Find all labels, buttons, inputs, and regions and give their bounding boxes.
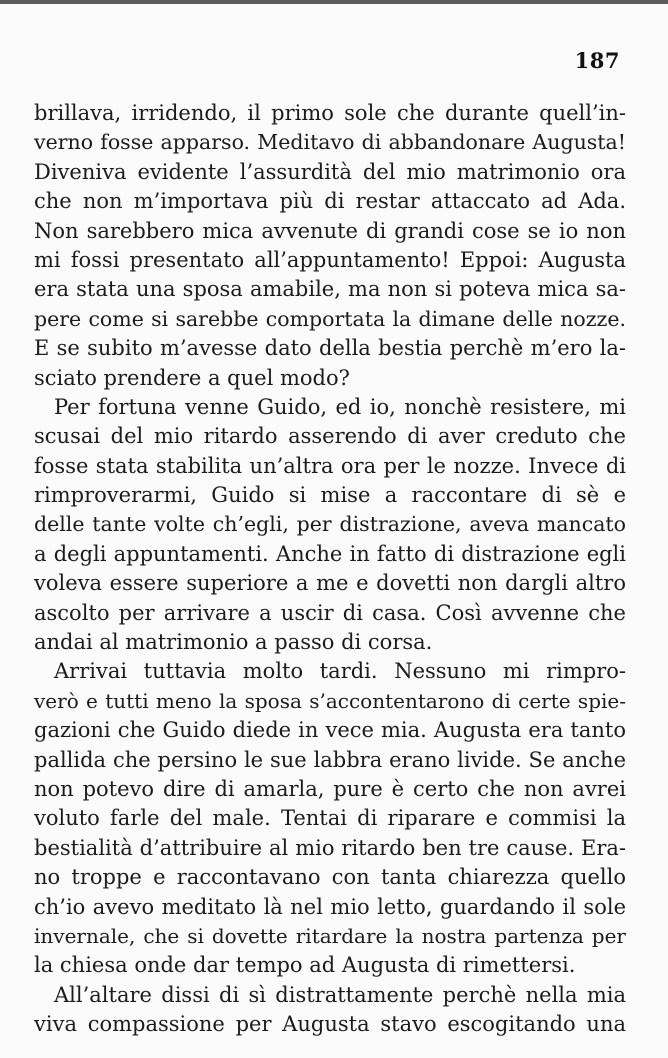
text-line: voluto farle del male. Tentai di riparare e commisi la xyxy=(34,806,626,831)
text-line: verò e tutti meno la sposa s’accontentarono di certe spie- xyxy=(34,688,626,713)
text-line: delle tante volte ch’egli, per distrazione, aveva mancato xyxy=(34,512,626,537)
text-line: Non sarebbero mica avvenute di grandi cose se io non xyxy=(34,218,626,243)
text-line: Per fortuna venne Guido, ed io, nonchè resistere, mi xyxy=(54,394,626,419)
text-line: mi fossi presentato all’appuntamento! Eppoi: Augusta xyxy=(34,247,626,272)
text-line: che non m’importava più di restar attaccato ad Ada. xyxy=(34,189,626,214)
text-line: viva compassione per Augusta stavo escogitando una xyxy=(34,1012,626,1037)
text-line: voleva essere superiore a me e dovetti non dargli altro xyxy=(34,571,626,596)
text-line: sciato prendere a quel modo? xyxy=(34,365,350,390)
text-line: verno fosse apparso. Meditavo di abbandonare Augusta! xyxy=(34,130,626,155)
text-line: fosse stata stabilita un’altra ora per le nozze. Invece di xyxy=(34,453,626,478)
text-line: a degli appuntamenti. Anche in fatto di distrazione egli xyxy=(34,541,626,566)
text-line: invernale, che si dovette ritardare la nostra partenza per xyxy=(34,923,626,948)
text-line: no troppe e raccontavano con tanta chiarezza quello xyxy=(34,865,626,890)
text-line: ch’io avevo meditato là nel mio letto, guardando il sole xyxy=(34,894,626,919)
text-line: brillava, irridendo, il primo sole che durante quell’in- xyxy=(34,101,626,125)
text-line: non potevo dire di amarla, pure è certo che non avrei xyxy=(34,776,626,801)
text-line: All’altare dissi di sì distrattamente perchè nella mia xyxy=(54,982,626,1007)
body-text xyxy=(34,99,626,1040)
text-line: era stata una sposa amabile, ma non si poteva mica sa- xyxy=(34,277,626,302)
text-line: E se subito m’avesse dato della bestia perchè m’ero la- xyxy=(34,336,626,361)
text-line: andai al matrimonio a passo di corsa. xyxy=(34,630,433,655)
book-page xyxy=(34,0,626,1058)
text-line: ascolto per arrivare a uscir di casa. Così avvenne che xyxy=(34,600,626,625)
text-line: pallida che persino le sue labbra erano livide. Se anche xyxy=(34,747,626,772)
text-line: pere come si sarebbe comportata la dimane delle nozze. xyxy=(34,306,626,331)
text-line: Arrivai tuttavia molto tardi. Nessuno mi rimpro- xyxy=(54,659,626,684)
text-line: gazioni che Guido diede in vece mia. Augusta era tanto xyxy=(34,718,626,743)
text-line: rimproverarmi, Guido si mise a raccontare di sè e xyxy=(34,483,626,508)
text-line: la chiesa onde dar tempo ad Augusta di rimettersi. xyxy=(34,953,576,978)
text-line: Diveniva evidente l’assurdità del mio matrimonio ora xyxy=(34,159,626,184)
text-line: scusai del mio ritardo asserendo di aver creduto che xyxy=(34,424,626,449)
text-line: bestialità d’attribuire al mio ritardo ben tre cause. Era- xyxy=(34,835,626,860)
page-number: 187 xyxy=(574,48,620,73)
